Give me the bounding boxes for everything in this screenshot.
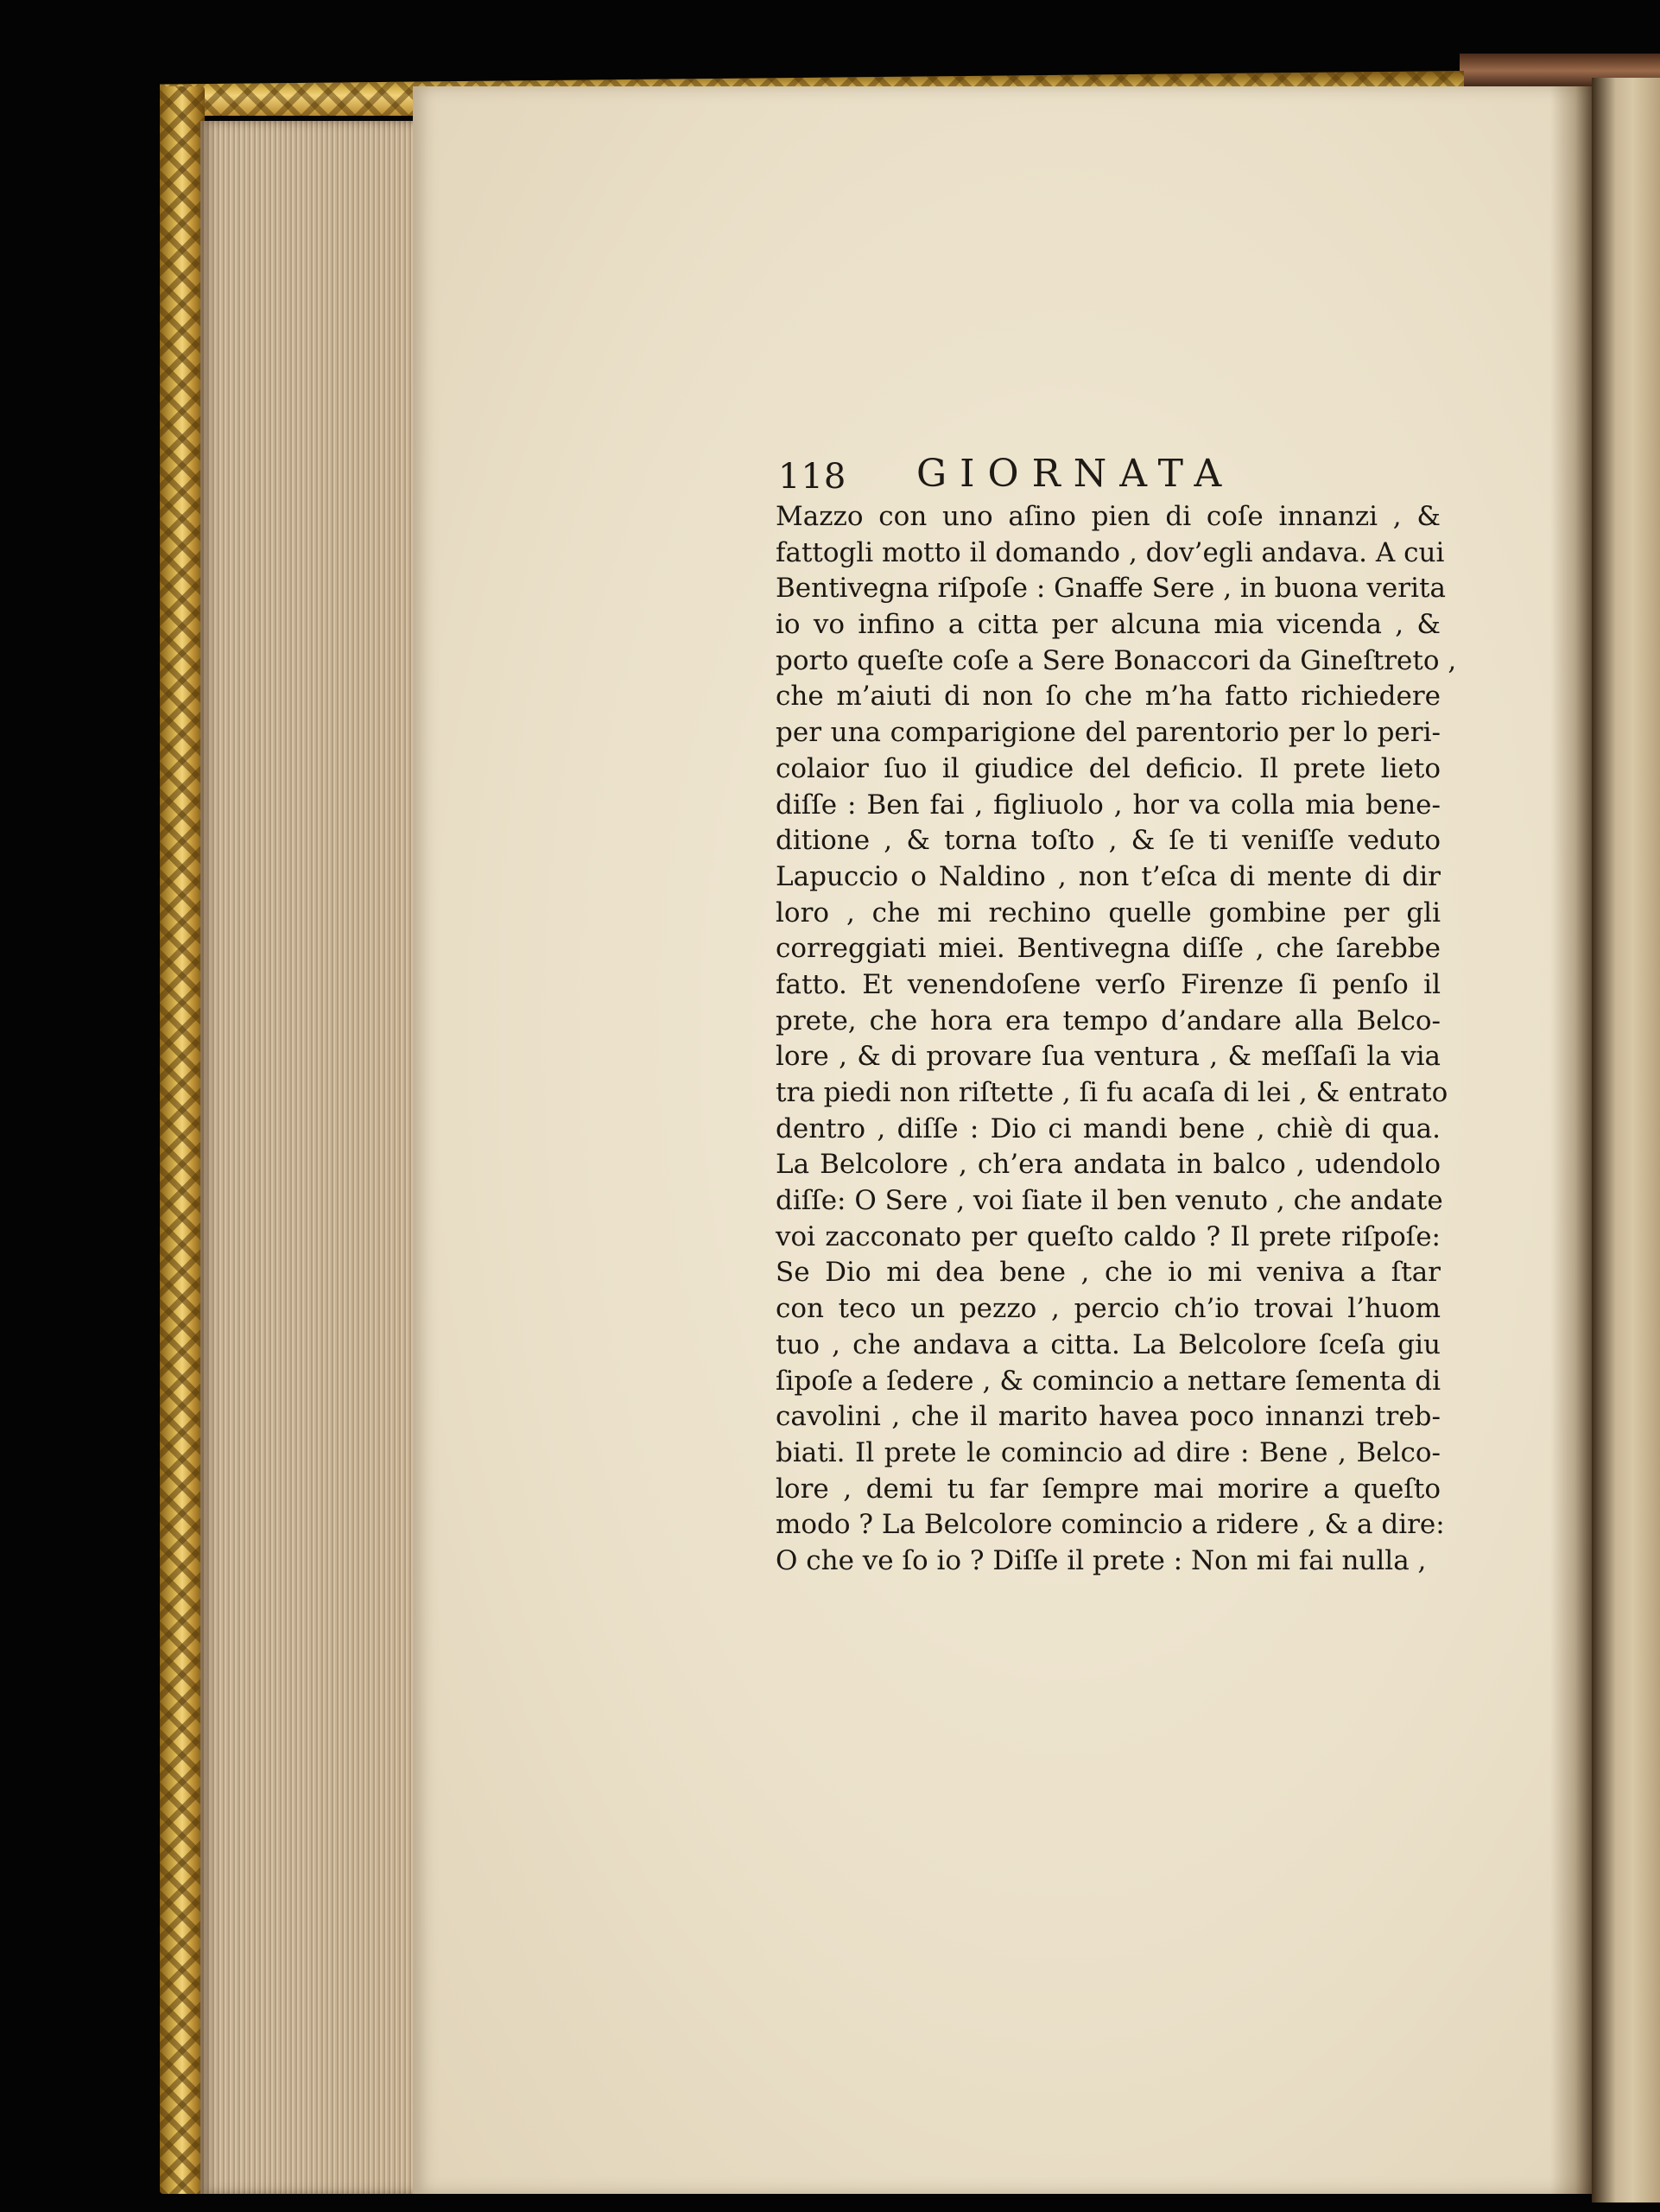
text-line: diſſe : Ben fai , figliuolo , hor va colla mia bene-	[776, 789, 1441, 821]
text-line: tra piedi non riſtette , ſi fu acaſa di lei , & entrato	[776, 1077, 1448, 1108]
gilt-board-edge-left	[160, 86, 205, 2194]
text-line: biati. Il prete le comincio ad dire : Bene , Belco-	[776, 1436, 1441, 1468]
text-line: tuo , che andava a citta. La Belcolore ſceſa giu	[776, 1328, 1441, 1360]
page-gutter	[1550, 86, 1592, 2194]
text-line: Bentivegna riſpoſe : Gnaffe Sere , in buona verita	[776, 573, 1446, 605]
text-line: loro , che mi rechino quelle gombine per gli	[776, 897, 1441, 929]
page-number: 118	[778, 457, 847, 497]
text-line: con teco un pezzo , percio ch’io trovai l’huom	[776, 1293, 1441, 1325]
text-line: correggiati miei. Bentivegna diſſe , che ſarebbe	[776, 933, 1441, 965]
text-line: fattogli motto il domando , dov’egli andava. A cui	[776, 536, 1445, 568]
text-line: ſipoſe a ſedere , & comincio a nettare ſementa di	[776, 1365, 1441, 1397]
text-line: colaior ſuo il giudice del deficio. Il prete lieto	[776, 752, 1441, 784]
body-text	[776, 499, 1457, 1580]
text-line: O che ve ſo io ? Diſſe il prete : Non mi fai nulla ,	[776, 1544, 1427, 1576]
text-line: La Belcolore , ch’era andata in balco , udendolo	[776, 1149, 1441, 1181]
page-header	[778, 452, 1262, 498]
text-line: per una comparigione del parentorio per lo peri-	[776, 717, 1441, 749]
text-line: diſſe: O Sere , voi ſiate il ben venuto , che andate	[776, 1185, 1443, 1217]
page-edges	[200, 121, 416, 2194]
text-line: voi zacconato per queſto caldo ? Il prete riſpoſe:	[776, 1220, 1441, 1252]
text-line: lore , demi tu far ſempre mai morire a queſto	[776, 1473, 1441, 1505]
text-line: fatto. Et venendoſene verſo Firenze ſi penſo il	[776, 968, 1441, 1000]
text-line: io vo infino a citta per alcuna mia vicenda , &	[776, 609, 1441, 641]
text-line: Se Dio mi dea bene , che io mi veniva a ſtar	[776, 1257, 1441, 1289]
text-line: porto queſte coſe a Sere Bonaccori da Gineſtreto ,	[776, 644, 1457, 676]
text-line: che m’aiuti di non ſo che m’ha fatto richiedere	[776, 681, 1441, 713]
text-line: Mazzo con uno aſino pien di coſe innanzi , &	[776, 501, 1441, 532]
facing-page-edge	[1592, 78, 1660, 2202]
text-line: lore , & di provare ſua ventura , & meſſaſi la via	[776, 1041, 1441, 1073]
text-line: cavolini , che il marito havea poco innanzi treb-	[776, 1401, 1441, 1433]
text-line: ditione , & torna toſto , & ſe ti veniſſe veduto	[776, 825, 1441, 857]
text-line: Lapuccio o Naldino , non t’eſca di mente di dir	[776, 860, 1441, 892]
running-head: GIORNATA	[916, 452, 1235, 496]
text-line: dentro , diſſe : Dio ci mandi bene , chiè di qua.	[776, 1112, 1441, 1144]
text-line: prete, che hora era tempo d’andare alla Belco-	[776, 1005, 1441, 1036]
text-line: modo ? La Belcolore comincio a ridere , & a dire:	[776, 1509, 1445, 1541]
